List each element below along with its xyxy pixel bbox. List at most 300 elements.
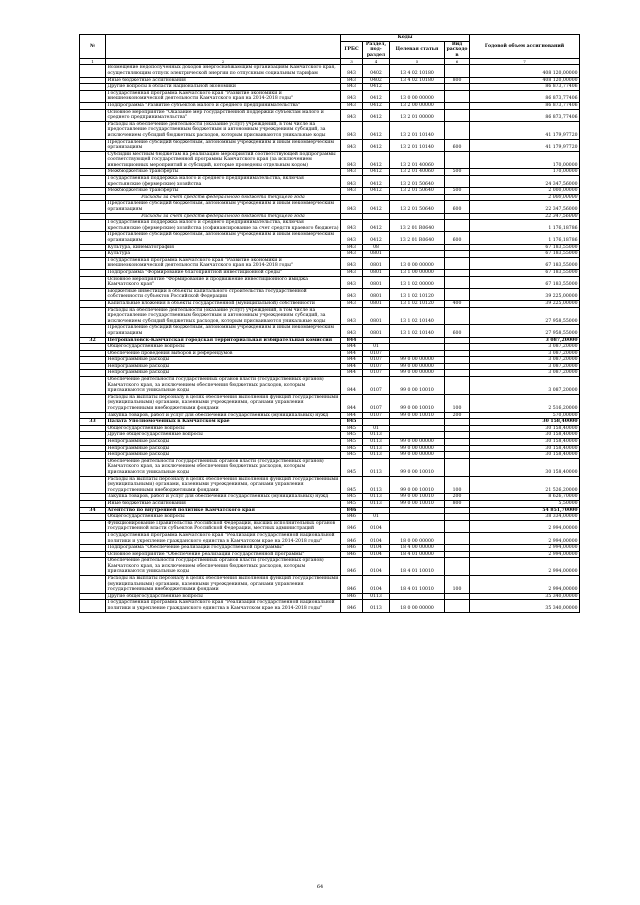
amount-cell: 67 183,55000 [470,257,580,269]
grbs-cell: 843 [341,169,363,176]
target-article-cell: 13 1 02 10140 [390,325,445,337]
amount-cell: 67 183,55000 [470,276,580,288]
table-row [80,425,580,432]
row-number-cell [80,432,106,439]
row-number-cell [80,151,106,169]
grbs-cell: 843 [341,201,363,213]
amount-cell: 67 183,55000 [470,269,580,276]
razdel-cell: 0107 [363,357,390,364]
target-article-cell: 13 4 02 10180 [390,65,445,77]
razdel-cell: 0412 [363,84,390,91]
razdel-cell: 0113 [363,452,390,459]
amount-cell: 30 158,40000 [470,432,580,439]
expense-type-cell [445,350,470,357]
amount-cell: 86 873,77406 [470,102,580,109]
amount-cell: 30 158,40000 [470,445,580,452]
target-article-cell: 99 0 00 00000 [390,445,445,452]
grbs-cell: 843 [341,90,363,102]
row-name-cell: Закупка товаров, работ и услуг для обеспечения государственных (муниципальных) нужд [106,412,341,419]
row-name-cell: Основное мероприятие "Оказание мер государственной поддержки субъектам малого и среднего предпринимательства" [106,109,341,121]
target-article-cell [390,419,445,426]
grbs-cell: 843 [341,102,363,109]
razdel-cell: 0412 [363,169,390,176]
razdel-cell: 0107 [363,377,390,395]
expense-type-cell: 800 [445,77,470,84]
row-name-cell: Другие вопросы в области национальной экономики [106,84,341,91]
amount-cell: 408 120,00000 [470,65,580,77]
row-name-cell: Непрограммные расходы [106,370,341,377]
razdel-cell: 0412 [363,102,390,109]
grbs-cell [341,194,363,201]
grbs-cell: 843 [341,288,363,300]
row-name-cell: Расходы на обеспечение деятельности (оказание услуг) учреждений, в том числе на предоставление государственным бюджетным и автономным учреждениям субсидий, за исключением субсидий бюджетных расходов, которым присваиваются уникальные коды [106,121,341,139]
razdel-cell: 0402 [363,77,390,84]
grbs-cell: 843 [341,251,363,258]
razdel-cell: 0104 [363,551,390,558]
razdel-cell [363,419,390,426]
grbs-cell: 846 [341,593,363,600]
amount-cell: 5,50000 [470,500,580,507]
grbs-cell: 846 [341,514,363,521]
row-name-cell: Капитальные вложения в объекты государственной (муниципальной) собственности [106,300,341,307]
row-name-cell: Расходы на выплаты персоналу в целях обеспечения выполнения функций государственными (муниципальными) органами, казенными учреждениями, органами управления государственными внебюджетными фондами [106,576,341,594]
expense-type-cell [445,458,470,476]
target-article-cell: 99 0 00 10010 [390,476,445,494]
row-number-cell [80,257,106,269]
expense-type-cell: 200 [445,412,470,419]
amount-cell: 2 516,20000 [470,394,580,412]
row-name-cell: Расходы на выплаты персоналу в целях обеспечения выполнения функций государственными (муниципальными) органами, казенными учреждениями, органами управления государственными внебюджетными фондами [106,476,341,494]
row-number-cell [80,139,106,151]
row-number-cell [80,220,106,232]
column-number: 2 [106,59,341,65]
expense-type-cell [445,419,470,426]
row-name-cell: Государственная программа Камчатского края "Развитие экономики и внешнеэкономической деятельности Камчатского края на 2014-2018 годы" [106,90,341,102]
row-name-cell: Субсидии местным бюджетам на реализацию мероприятий соответствующей подпрограммы соответствующей государственной программы Камчатского края (за исключением инвестиционных мероприятий и субсидий, которые проведены отдельным кодом) [106,151,341,169]
razdel-cell: 0104 [363,532,390,544]
razdel-cell: 0412 [363,188,390,195]
grbs-cell: 843 [341,65,363,77]
grbs-cell: 843 [341,276,363,288]
expense-type-cell [445,452,470,459]
row-name-cell: Общегосударственные вопросы [106,344,341,351]
table-row [80,151,580,169]
row-number-cell: 32 [80,337,106,344]
row-number-cell [80,300,106,307]
expense-type-cell [445,377,470,395]
table-row [80,109,580,121]
razdel-cell: 0104 [363,545,390,552]
expense-type-cell [445,600,470,612]
section-row [80,337,580,344]
amount-cell: 30 158,40000 [470,458,580,476]
row-number-cell [80,532,106,544]
razdel-cell: 0801 [363,251,390,258]
expense-type-cell [445,363,470,370]
grbs-cell: 846 [341,576,363,594]
target-article-cell [390,350,445,357]
table-row [80,139,580,151]
row-number-cell [80,500,106,507]
expense-type-cell [445,220,470,232]
grbs-cell: 845 [341,419,363,426]
amount-cell: 170,00000 [470,151,580,169]
target-article-cell [390,337,445,344]
razdel-cell: 0113 [363,600,390,612]
table-row [80,257,580,269]
row-number-cell [80,593,106,600]
table-row [80,350,580,357]
row-number-cell [80,65,106,77]
table-row [80,65,580,77]
amount-cell: 3 087,20000 [470,344,580,351]
row-name-cell: Общегосударственные вопросы [106,514,341,521]
target-article-cell: 18 0 00 00000 [390,600,445,612]
table-row [80,188,580,195]
row-number-cell [80,213,106,220]
target-article-cell: 13 2 01 R0640 [390,232,445,244]
grbs-cell: 843 [341,257,363,269]
expense-type-cell [445,432,470,439]
row-number-cell [80,176,106,188]
target-article-cell: 99 0 00 10010 [390,458,445,476]
amount-cell: 3 087,20000 [470,363,580,370]
target-article-cell: 13 2 00 00000 [390,102,445,109]
amount-cell: 86 873,77406 [470,84,580,91]
note-row [80,213,580,220]
row-number-cell [80,545,106,552]
row-name-cell: Государственная программа Камчатского края "Развитие экономики и внешнеэкономической деятельности Камчатского края на 2014-2018 годы" [106,257,341,269]
amount-cell: 3 087,20000 [470,357,580,364]
row-number-cell [80,102,106,109]
amount-cell: 30 158,40000 [470,439,580,446]
amount-cell: 27 958,55000 [470,307,580,325]
table-row [80,558,580,576]
table-row [80,363,580,370]
target-article-cell: 99 0 00 00000 [390,363,445,370]
amount-cell: 41 179,97720 [470,139,580,151]
expense-type-cell [445,269,470,276]
target-article-cell [390,520,445,532]
header-num: № [80,35,106,59]
row-name-cell: Межбюджетные трансферты [106,169,341,176]
expense-type-cell: 100 [445,476,470,494]
row-name-cell: Другие общегосударственные вопросы [106,593,341,600]
section-row [80,419,580,426]
expense-type-cell [445,109,470,121]
razdel-cell: 0412 [363,176,390,188]
column-number: 1 [80,59,106,65]
razdel-cell: 0113 [363,476,390,494]
amount-cell: 2 994,00000 [470,576,580,594]
expense-type-cell [445,337,470,344]
header-expense-type: Вид расходов [445,41,470,59]
row-number-cell [80,276,106,288]
row-name-cell: Предоставление субсидий бюджетным, автономным учреждениям и иным некоммерческим организациям [106,139,341,151]
expense-type-cell [445,84,470,91]
amount-cell: 8 626,70000 [470,494,580,501]
amount-cell: 3 087,20000 [470,350,580,357]
amount-cell: 54 851,70000 [470,507,580,514]
row-name-cell: Межбюджетные трансферты [106,188,341,195]
expense-type-cell [445,90,470,102]
row-name-cell: Функционирование Правительства Российской Федерации, высших исполнительных органов государственной власти субъектов Российской Федерации, местных администраций [106,520,341,532]
page-number: 64 [316,884,324,890]
expense-type-cell [445,439,470,446]
grbs-cell: 845 [341,425,363,432]
table-row [80,545,580,552]
razdel-cell: 0801 [363,307,390,325]
target-article-cell [390,213,445,220]
grbs-cell: 844 [341,363,363,370]
amount-cell: 39 225,00000 [470,300,580,307]
target-article-cell: 99 0 00 10010 [390,500,445,507]
grbs-cell: 844 [341,350,363,357]
header-target-article: Целевая статья [390,41,445,59]
table-row [80,84,580,91]
amount-cell: 1 176,18786 [470,232,580,244]
grbs-cell: 843 [341,84,363,91]
razdel-cell: 0412 [363,220,390,232]
table-row [80,452,580,459]
amount-cell: 2 994,00000 [470,551,580,558]
expense-type-cell [445,514,470,521]
row-number-cell [80,77,106,84]
grbs-cell: 846 [341,600,363,612]
row-name-cell: Обеспечение деятельности государственных органов власти (государственных органов) Камчатского края, за исключением обеспечения бюджетных расходов, которым присваиваются уникальные коды [106,458,341,476]
table-row [80,357,580,364]
table-row [80,445,580,452]
row-name-cell: Расходы на выплаты персоналу в целях обеспечения выполнения функций государственными (муниципальными) органами, казенными учреждениями, органами управления государственными внебюджетными фондами [106,394,341,412]
razdel-cell: 01 [363,425,390,432]
row-name-cell: Расходы за счет средств федерального бюджета текущего года [106,194,341,201]
row-number-cell [80,439,106,446]
razdel-cell [363,337,390,344]
row-number-cell [80,520,106,532]
row-number-cell [80,232,106,244]
table-row [80,600,580,612]
table-row [80,532,580,544]
razdel-cell: 08 [363,244,390,251]
grbs-cell: 843 [341,300,363,307]
razdel-cell: 0107 [363,394,390,412]
target-article-cell: 13 2 01 50640 [390,188,445,195]
target-article-cell: 13 2 01 50640 [390,201,445,213]
amount-cell: 2 994,00000 [470,545,580,552]
grbs-cell: 845 [341,452,363,459]
row-number-cell [80,350,106,357]
target-article-cell [390,194,445,201]
grbs-cell: 843 [341,77,363,84]
razdel-cell: 01 [363,514,390,521]
row-number-cell [80,201,106,213]
razdel-cell: 0801 [363,269,390,276]
grbs-cell: 845 [341,494,363,501]
table-row [80,476,580,494]
target-article-cell: 13 2 01 10140 [390,139,445,151]
target-article-cell: 18 0 00 00000 [390,532,445,544]
target-article-cell: 13 1 00 00000 [390,269,445,276]
expense-type-cell [445,307,470,325]
row-number-cell [80,445,106,452]
target-article-cell [390,251,445,258]
target-article-cell: 13 2 01 40060 [390,151,445,169]
table-row [80,439,580,446]
razdel-cell: 0107 [363,412,390,419]
row-number-cell [80,90,106,102]
row-name-cell: Иные бюджетные ассигнования [106,500,341,507]
grbs-cell: 843 [341,109,363,121]
amount-cell: 408 120,00000 [470,77,580,84]
column-number: 5 [390,59,445,65]
row-number-cell [80,576,106,594]
target-article-cell: 99 0 00 10010 [390,412,445,419]
razdel-cell: 0412 [363,201,390,213]
table-row [80,344,580,351]
target-article-cell: 13 0 00 00000 [390,257,445,269]
row-name-cell: Непрограммные расходы [106,363,341,370]
row-name-cell: Возмещение недополученных доходов энергоснабжающим организациям Камчатского края, осуществляющим отпуск электрической энергии по отпускным социальным тарифам [106,65,341,77]
razdel-cell: 0113 [363,439,390,446]
table-row [80,325,580,337]
expense-type-cell [445,176,470,188]
row-name-cell: Обеспечение деятельности государственных органов власти (государственных органов) Камчатского края, за исключением обеспечения бюджетных расходов, которым присваиваются уникальные коды [106,377,341,395]
expense-type-cell [445,65,470,77]
row-name-cell: Предоставление субсидий бюджетным, автономным учреждениям и иным некоммерческим организациям [106,201,341,213]
razdel-cell: 0412 [363,151,390,169]
grbs-cell: 843 [341,220,363,232]
target-article-cell: 13 4 02 10180 [390,77,445,84]
grbs-cell: 845 [341,439,363,446]
table-row [80,276,580,288]
row-name-cell: Культура [106,251,341,258]
row-name-cell: Подпрограмма "Формирование благоприятной инвестиционной среды" [106,269,341,276]
target-article-cell [390,593,445,600]
row-name-cell: Подпрограмма "Развитие субъектов малого и среднего предпринимательства" [106,102,341,109]
razdel-cell: 0412 [363,109,390,121]
table-row [80,494,580,501]
expense-type-cell [445,357,470,364]
grbs-cell: 845 [341,458,363,476]
expense-type-cell [445,520,470,532]
row-number-cell [80,344,106,351]
amount-cell: 24 347,56000 [470,176,580,188]
row-name-cell: Непрограммные расходы [106,452,341,459]
row-number-cell [80,370,106,377]
target-article-cell: 13 2 01 R0640 [390,220,445,232]
row-number-cell [80,412,106,419]
row-number-cell [80,109,106,121]
row-name-cell: Непрограммные расходы [106,445,341,452]
row-number-cell [80,363,106,370]
amount-cell: 30 158,40000 [470,419,580,426]
table-row [80,288,580,300]
grbs-cell: 846 [341,520,363,532]
grbs-cell: 843 [341,176,363,188]
table-row [80,593,580,600]
grbs-cell: 845 [341,500,363,507]
target-article-cell: 13 2 01 50640 [390,176,445,188]
row-name-cell: Подпрограмма "Обеспечение реализации государственной программы" [106,545,341,552]
target-article-cell: 13 2 01 10140 [390,121,445,139]
grbs-cell: 845 [341,445,363,452]
row-name-cell: Государственная поддержка малого и среднего предпринимательства, включая крестьянские (фермерские) хозяйства (софинансирование за счет средств краевого бюджета) [107,220,339,231]
razdel-cell: 0113 [363,500,390,507]
grbs-cell: 845 [341,432,363,439]
row-name-cell: Бюджетные инвестиции в объекты капитального строительства государственной собственности субъектов Российской Федерации [106,288,341,300]
amount-cell: 2 000,00000 [470,188,580,195]
expense-type-cell [445,532,470,544]
razdel-cell [363,213,390,220]
table-row [80,300,580,307]
column-number: 4 [363,59,390,65]
amount-cell: 3 087,20000 [470,377,580,395]
table-row [80,394,580,412]
row-name-cell: Основное мероприятие "Формирование и продвижение инвестиционного имиджа Камчатского края" [106,276,341,288]
grbs-cell: 844 [341,344,363,351]
row-name-cell: Непрограммные расходы [106,439,341,446]
expense-type-cell [445,251,470,258]
row-name-cell: Культура, кинематография [106,244,341,251]
razdel-cell: 0801 [363,257,390,269]
grbs-cell: 846 [341,532,363,544]
expense-type-cell: 500 [445,188,470,195]
expense-type-cell [445,257,470,269]
razdel-cell [363,194,390,201]
target-article-cell: 99 0 00 00000 [390,452,445,459]
header-grbs: ГРБС [341,41,363,59]
target-article-cell: 99 0 00 10010 [390,394,445,412]
razdel-cell: 0104 [363,558,390,576]
target-article-cell: 99 0 00 00000 [390,370,445,377]
table-row [80,77,580,84]
table-row [80,244,580,251]
expense-type-cell [445,344,470,351]
target-article-cell: 13 2 01 40060 [390,169,445,176]
row-number-cell [80,325,106,337]
target-article-cell: 13 1 02 00000 [390,276,445,288]
row-number-cell [80,121,106,139]
grbs-cell: 843 [341,188,363,195]
razdel-cell: 0412 [363,121,390,139]
row-number-cell [80,551,106,558]
expense-type-cell [445,425,470,432]
row-name-cell: Государственная программа Камчатского края "Реализация государственной национальной политики и укрепление гражданского единства в Камчатском крае на 2014-2018 годы" [106,600,341,612]
amount-cell: 86 873,77406 [470,109,580,121]
razdel-cell: 0104 [363,576,390,594]
razdel-cell: 0412 [363,139,390,151]
target-article-cell: 99 0 00 00000 [390,357,445,364]
header-name [106,35,341,59]
grbs-cell: 843 [341,307,363,325]
expense-type-cell [445,276,470,288]
table-row [80,232,580,244]
expense-type-cell [445,507,470,514]
amount-cell: 2 000,00000 [470,194,580,201]
razdel-cell: 01 [363,344,390,351]
header-razdel: Раздел, под-раздел [363,41,390,59]
target-article-cell [390,425,445,432]
grbs-cell: 843 [341,151,363,169]
razdel-cell: 0113 [363,494,390,501]
table-row [80,370,580,377]
amount-cell: 41 179,97720 [470,121,580,139]
row-name-cell: Агентство по внутренней политике Камчатского края [106,507,341,514]
column-number: 7 [470,59,580,65]
expense-type-cell: 600 [445,201,470,213]
table-row [80,169,580,176]
table-row [80,520,580,532]
